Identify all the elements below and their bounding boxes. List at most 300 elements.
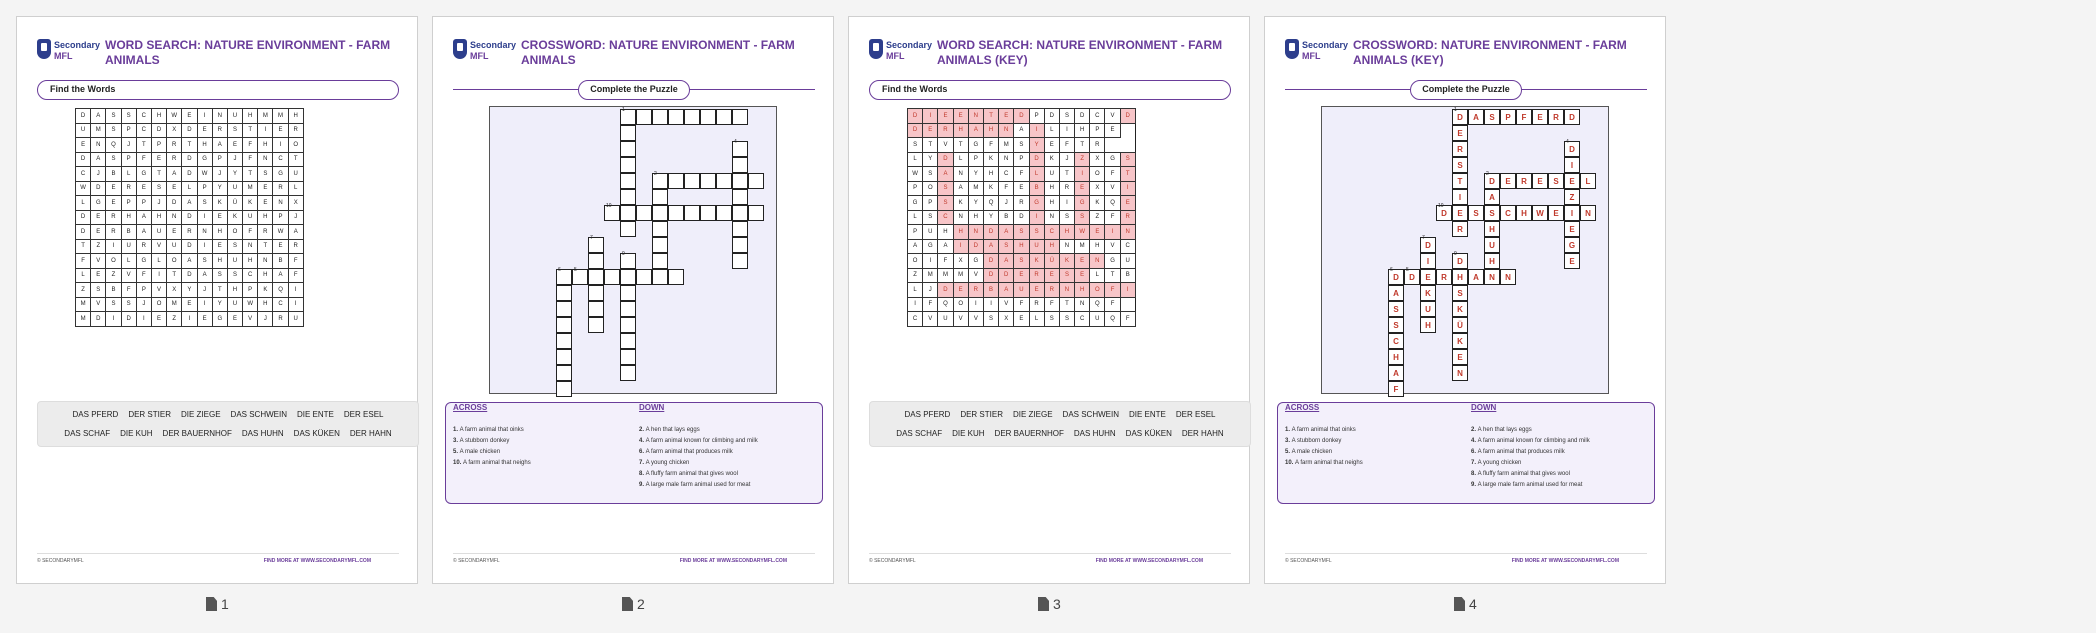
grid-cell: L	[908, 152, 923, 167]
grid-row	[908, 225, 1136, 240]
crossword-cell[interactable]	[700, 109, 716, 125]
crossword-cell	[1420, 317, 1436, 333]
grid-row	[76, 268, 304, 283]
clue-item: 9. A large male farm animal used for meat	[1471, 482, 1583, 488]
clue-item: 3. A stubborn donkey	[1285, 438, 1342, 444]
grid-cell: P	[121, 123, 136, 138]
answer-letter: Ü	[1457, 321, 1463, 330]
grid-row	[76, 239, 304, 254]
grid-cell: B	[1120, 268, 1135, 283]
answer-letter: L	[1585, 177, 1591, 186]
page-thumbnail-label[interactable]	[1038, 596, 1061, 612]
crossword-cell[interactable]	[652, 109, 668, 125]
crossword-cell[interactable]	[620, 349, 636, 365]
clue-item: 4. A farm animal known for climbing and milk	[639, 438, 758, 444]
word-bank-item: DER ESEL	[1175, 410, 1216, 419]
crossword-cell	[1500, 173, 1516, 189]
grid-cell: E	[953, 283, 968, 298]
grid-cell: N	[197, 225, 212, 240]
crossword-cell[interactable]	[716, 205, 732, 221]
answer-letter: N	[1489, 273, 1495, 282]
crossword-cell[interactable]	[620, 317, 636, 333]
grid-cell: V	[151, 239, 166, 254]
grid-cell: P	[908, 225, 923, 240]
crossword-cell[interactable]	[620, 285, 636, 301]
grid-cell: U	[288, 312, 303, 327]
grid-cell: M	[1075, 239, 1090, 254]
grid-cell: H	[953, 225, 968, 240]
grid-cell: Z	[76, 283, 91, 298]
grid-cell: C	[1090, 109, 1105, 124]
grid-cell: F	[983, 138, 998, 153]
answer-letter: I	[1426, 257, 1430, 266]
crossword-cell[interactable]	[556, 269, 572, 285]
crossword-cell[interactable]	[668, 173, 684, 189]
file-icon	[1038, 597, 1049, 611]
grid-cell: D	[182, 167, 197, 182]
clue-item: 6. A farm animal that produces milk	[1471, 449, 1565, 455]
shield-icon	[453, 39, 467, 59]
grid-cell: C	[273, 152, 288, 167]
answer-letter: A	[1473, 113, 1479, 122]
crossword-cell[interactable]	[620, 301, 636, 317]
crossword-cell[interactable]	[700, 205, 716, 221]
crossword-cell[interactable]	[636, 205, 652, 221]
crossword-cell	[1388, 333, 1404, 349]
grid-cell: I	[923, 254, 938, 269]
grid-cell: R	[968, 283, 983, 298]
crossword-cell[interactable]	[732, 189, 748, 205]
grid-cell: T	[167, 268, 182, 283]
grid-cell: L	[908, 210, 923, 225]
grid-cell: D	[1029, 152, 1044, 167]
crossword-cell	[1452, 173, 1468, 189]
crossword-key-grid	[1321, 106, 1609, 394]
answer-letter: E	[1569, 177, 1575, 186]
answer-letter: H	[1489, 225, 1495, 234]
grid-cell: T	[151, 167, 166, 182]
grid-cell: R	[1044, 283, 1059, 298]
grid-cell: N	[212, 109, 227, 124]
grid-cell: H	[258, 297, 273, 312]
grid-row	[76, 297, 304, 312]
grid-cell: R	[258, 225, 273, 240]
footer-copyright: © SECONDARYMFL	[1285, 558, 1332, 564]
word-bank-row	[870, 429, 1250, 438]
answer-letter: U	[1489, 241, 1495, 250]
grid-cell: H	[1075, 283, 1090, 298]
grid-cell: D	[182, 210, 197, 225]
clue-item: 9. A large male farm animal used for meat	[639, 482, 751, 488]
crossword-cell[interactable]	[732, 237, 748, 253]
answer-letter: D	[1489, 177, 1495, 186]
word-bank-item: DER STIER	[960, 410, 1003, 419]
page-footer	[453, 553, 815, 564]
word-search-key-grid	[907, 108, 1136, 327]
page-thumbnail-label[interactable]	[1454, 596, 1477, 612]
grid-cell: N	[258, 254, 273, 269]
grid-cell: M	[968, 181, 983, 196]
grid-cell: D	[76, 210, 91, 225]
grid-cell: D	[908, 109, 923, 124]
word-bank-item: DER ESEL	[343, 410, 384, 419]
answer-letter: C	[1393, 337, 1399, 346]
grid-cell: V	[938, 138, 953, 153]
crossword-cell[interactable]	[556, 349, 572, 365]
grid-cell: D	[1044, 109, 1059, 124]
grid-cell: C	[1044, 225, 1059, 240]
crossword-cell[interactable]	[620, 141, 636, 157]
grid-cell: R	[167, 152, 182, 167]
crossword-cell	[1548, 173, 1564, 189]
word-bank-item: DAS SCHAF	[896, 429, 943, 438]
grid-cell: J	[197, 283, 212, 298]
word-bank-item: DER HAHN	[1181, 429, 1224, 438]
grid-cell: H	[983, 167, 998, 182]
grid-cell: E	[136, 181, 151, 196]
grid-cell: E	[182, 297, 197, 312]
grid-cell: T	[1075, 138, 1090, 153]
grid-cell: R	[182, 225, 197, 240]
grid-cell: U	[121, 239, 136, 254]
crossword-cell[interactable]	[604, 269, 620, 285]
grid-cell: E	[212, 210, 227, 225]
logo-text: Secondary	[470, 40, 517, 50]
grid-row	[76, 181, 304, 196]
crossword-cell	[1452, 125, 1468, 141]
grid-cell: S	[121, 109, 136, 124]
crossword-cell[interactable]	[620, 333, 636, 349]
word-bank-item: DAS SCHWEIN	[230, 410, 287, 419]
grid-cell: I	[273, 138, 288, 153]
crossword-cell	[1388, 349, 1404, 365]
answer-letter: S	[1489, 113, 1495, 122]
clue-item: 5. A male chicken	[453, 449, 501, 455]
grid-cell: D	[983, 268, 998, 283]
grid-cell: U	[923, 225, 938, 240]
grid-cell: O	[908, 254, 923, 269]
crossword-cell[interactable]	[620, 109, 636, 125]
answer-letter: S	[1393, 305, 1399, 314]
footer-link[interactable]: FIND MORE AT WWW.SECONDARYMFL.COM	[263, 558, 371, 564]
crossword-cell	[1580, 205, 1596, 221]
grid-row	[76, 196, 304, 211]
grid-cell: C	[999, 167, 1014, 182]
grid-row	[908, 268, 1136, 283]
grid-cell: E	[91, 268, 106, 283]
grid-cell: R	[1059, 181, 1074, 196]
grid-cell: J	[121, 138, 136, 153]
crossword-cell[interactable]	[684, 205, 700, 221]
grid-cell: H	[1014, 239, 1029, 254]
page-4[interactable]	[1264, 16, 1666, 584]
crossword-cell[interactable]	[732, 141, 748, 157]
crossword-cell	[1532, 109, 1548, 125]
grid-cell: P	[923, 196, 938, 211]
crossword-cell[interactable]	[732, 157, 748, 173]
grid-row	[908, 181, 1136, 196]
answer-letter: E	[1537, 113, 1543, 122]
grid-cell: T	[953, 138, 968, 153]
answer-letter: R	[1457, 145, 1463, 154]
grid-cell: T	[182, 138, 197, 153]
crossword-cell[interactable]	[716, 109, 732, 125]
grid-cell: R	[1029, 297, 1044, 312]
answer-letter: E	[1505, 177, 1511, 186]
grid-row	[908, 210, 1136, 225]
grid-cell: O	[151, 297, 166, 312]
crossword-cell	[1420, 269, 1436, 285]
grid-cell: S	[908, 138, 923, 153]
grid-cell: H	[1044, 181, 1059, 196]
grid-cell: Y	[212, 297, 227, 312]
down-heading: DOWN	[639, 403, 665, 412]
crossword-cell[interactable]	[620, 173, 636, 189]
answer-letter: C	[1505, 209, 1511, 218]
grid-cell: E	[151, 152, 166, 167]
crossword-cell	[1388, 301, 1404, 317]
clue-number: 1	[622, 107, 625, 113]
crossword-cell[interactable]	[636, 109, 652, 125]
grid-cell: I	[1075, 167, 1090, 182]
crossword-cell[interactable]	[604, 205, 620, 221]
grid-cell: P	[1090, 123, 1105, 138]
answer-letter: D	[1457, 257, 1463, 266]
crossword-cell[interactable]	[556, 333, 572, 349]
clue-box	[1277, 402, 1655, 504]
grid-row	[908, 196, 1136, 211]
grid-cell: B	[999, 210, 1014, 225]
crossword-cell[interactable]	[636, 269, 652, 285]
grid-cell: N	[953, 167, 968, 182]
grid-cell: E	[91, 210, 106, 225]
grid-cell: D	[999, 268, 1014, 283]
crossword-cell[interactable]	[668, 269, 684, 285]
crossword-cell[interactable]	[732, 253, 748, 269]
clue-number: 6	[558, 267, 561, 273]
grid-cell: D	[121, 312, 136, 327]
crossword-cell[interactable]	[732, 173, 748, 189]
clue-item: 2. A hen that lays eggs	[639, 427, 700, 433]
down-heading: DOWN	[1471, 403, 1497, 412]
crossword-cell	[1452, 253, 1468, 269]
crossword-cell[interactable]	[716, 173, 732, 189]
grid-cell: D	[938, 152, 953, 167]
page-number: 2	[637, 596, 645, 612]
crossword-cell[interactable]	[668, 205, 684, 221]
grid-cell: F	[1014, 297, 1029, 312]
grid-cell: V	[243, 312, 258, 327]
word-bank-row	[38, 410, 418, 419]
crossword-cell[interactable]	[556, 317, 572, 333]
grid-cell: E	[151, 312, 166, 327]
grid-cell: K	[212, 196, 227, 211]
grid-cell: A	[938, 167, 953, 182]
crossword-cell[interactable]	[588, 285, 604, 301]
crossword-cell[interactable]	[556, 301, 572, 317]
grid-cell: N	[1075, 297, 1090, 312]
answer-letter: E	[1569, 225, 1575, 234]
footer-link[interactable]: FIND MORE AT WWW.SECONDARYMFL.COM	[679, 558, 787, 564]
crossword-cell	[1468, 269, 1484, 285]
grid-cell: G	[923, 239, 938, 254]
grid-cell: H	[1059, 225, 1074, 240]
grid-cell: S	[258, 167, 273, 182]
grid-cell: N	[243, 239, 258, 254]
grid-cell: W	[167, 109, 182, 124]
crossword-cell[interactable]	[620, 269, 636, 285]
crossword-cell[interactable]	[620, 221, 636, 237]
crossword-cell[interactable]	[652, 189, 668, 205]
crossword-cell[interactable]	[588, 237, 604, 253]
crossword-cell[interactable]	[588, 317, 604, 333]
page-thumbnail-label[interactable]	[206, 596, 229, 612]
grid-cell: P	[197, 181, 212, 196]
clue-item: 8. A fluffy farm animal that gives wool	[639, 471, 738, 477]
footer-link[interactable]: FIND MORE AT WWW.SECONDARYMFL.COM	[1095, 558, 1203, 564]
grid-cell: D	[1075, 109, 1090, 124]
answer-letter: F	[1393, 385, 1399, 394]
grid-cell: H	[151, 210, 166, 225]
crossword-cell[interactable]	[620, 125, 636, 141]
grid-cell: I	[136, 312, 151, 327]
crossword-cell[interactable]	[732, 205, 748, 221]
crossword-cell[interactable]	[556, 381, 572, 397]
grid-cell: A	[999, 283, 1014, 298]
word-bank	[869, 401, 1251, 447]
grid-cell: K	[983, 152, 998, 167]
grid-cell: G	[908, 196, 923, 211]
crossword-cell[interactable]	[556, 365, 572, 381]
word-bank-item: DAS SCHAF	[64, 429, 111, 438]
grid-cell: Y	[968, 196, 983, 211]
grid-cell: D	[76, 152, 91, 167]
grid-cell: M	[167, 297, 182, 312]
section-pill: Complete the Puzzle	[1410, 80, 1522, 100]
footer-copyright: © SECONDARYMFL	[453, 558, 500, 564]
grid-cell: N	[1059, 283, 1074, 298]
page-thumbnail-label[interactable]	[622, 596, 645, 612]
answer-letter: D	[1393, 273, 1399, 282]
crossword-cell[interactable]	[588, 269, 604, 285]
crossword-cell[interactable]	[684, 109, 700, 125]
crossword-cell[interactable]	[732, 221, 748, 237]
grid-cell: A	[212, 138, 227, 153]
crossword-cell	[1532, 205, 1548, 221]
page-3[interactable]	[848, 16, 1250, 584]
crossword-cell[interactable]	[748, 173, 764, 189]
crossword-cell[interactable]	[652, 253, 668, 269]
grid-cell: N	[1044, 210, 1059, 225]
grid-cell: I	[968, 297, 983, 312]
grid-cell: P	[968, 152, 983, 167]
grid-cell: P	[151, 138, 166, 153]
grid-cell: T	[923, 138, 938, 153]
grid-cell: N	[999, 152, 1014, 167]
crossword-cell	[1548, 109, 1564, 125]
crossword-cell	[1532, 173, 1548, 189]
grid-cell: L	[953, 152, 968, 167]
grid-cell: B	[983, 283, 998, 298]
footer-link[interactable]: FIND MORE AT WWW.SECONDARYMFL.COM	[1511, 558, 1619, 564]
page-2[interactable]	[432, 16, 834, 584]
grid-cell: S	[1014, 138, 1029, 153]
grid-row	[76, 138, 304, 153]
grid-cell: A	[953, 181, 968, 196]
grid-cell: R	[273, 181, 288, 196]
grid-cell: L	[1090, 268, 1105, 283]
crossword-cell[interactable]	[668, 109, 684, 125]
grid-cell: S	[1059, 109, 1074, 124]
crossword-cell[interactable]	[620, 205, 636, 221]
grid-cell: L	[1029, 312, 1044, 327]
crossword-cell[interactable]	[588, 253, 604, 269]
answer-letter: I	[1570, 209, 1574, 218]
grid-cell: N	[968, 225, 983, 240]
crossword-cell[interactable]	[732, 109, 748, 125]
grid-cell: S	[227, 123, 242, 138]
grid-cell: R	[288, 123, 303, 138]
grid-cell: U	[1044, 167, 1059, 182]
grid-cell: E	[197, 312, 212, 327]
grid-cell: I	[1105, 225, 1120, 240]
grid-cell: R	[167, 138, 182, 153]
crossword-cell[interactable]	[652, 205, 668, 221]
logo-text: Secondary	[1302, 40, 1349, 50]
crossword-cell[interactable]	[700, 173, 716, 189]
grid-cell: Ü	[1044, 254, 1059, 269]
crossword-cell[interactable]	[652, 269, 668, 285]
word-bank-item: DIE ENTE	[297, 410, 334, 419]
crossword-cell[interactable]	[620, 365, 636, 381]
grid-cell: Y	[1029, 138, 1044, 153]
answer-letter: I	[1458, 193, 1462, 202]
crossword-cell	[1420, 253, 1436, 269]
crossword-cell[interactable]	[652, 173, 668, 189]
grid-cell: S	[151, 181, 166, 196]
crossword-cell[interactable]	[572, 269, 588, 285]
word-bank-item: DIE ENTE	[1129, 410, 1166, 419]
clue-item: 8. A fluffy farm animal that gives wool	[1471, 471, 1570, 477]
crossword-cell[interactable]	[620, 189, 636, 205]
page-1[interactable]	[16, 16, 418, 584]
crossword-cell[interactable]	[652, 221, 668, 237]
crossword-cell[interactable]	[556, 285, 572, 301]
logo-text: MFL	[886, 51, 905, 61]
crossword-cell[interactable]	[684, 173, 700, 189]
crossword-cell[interactable]	[748, 205, 764, 221]
grid-cell: E	[167, 181, 182, 196]
grid-cell: Y	[983, 210, 998, 225]
footer-copyright: © SECONDARYMFL	[37, 558, 84, 564]
grid-cell: Q	[1105, 312, 1120, 327]
grid-cell: E	[106, 181, 121, 196]
grid-cell: W	[76, 181, 91, 196]
grid-cell: K	[227, 210, 242, 225]
crossword-cell[interactable]	[620, 157, 636, 173]
grid-row	[76, 152, 304, 167]
crossword-cell[interactable]	[588, 301, 604, 317]
crossword-grid	[489, 106, 777, 394]
crossword-cell[interactable]	[652, 237, 668, 253]
grid-cell: Y	[968, 167, 983, 182]
grid-cell: N	[1059, 239, 1074, 254]
crossword-cell[interactable]	[620, 253, 636, 269]
grid-cell: F	[1120, 312, 1135, 327]
grid-cell: G	[197, 152, 212, 167]
crossword-cell	[1564, 157, 1580, 173]
grid-cell: T	[983, 109, 998, 124]
